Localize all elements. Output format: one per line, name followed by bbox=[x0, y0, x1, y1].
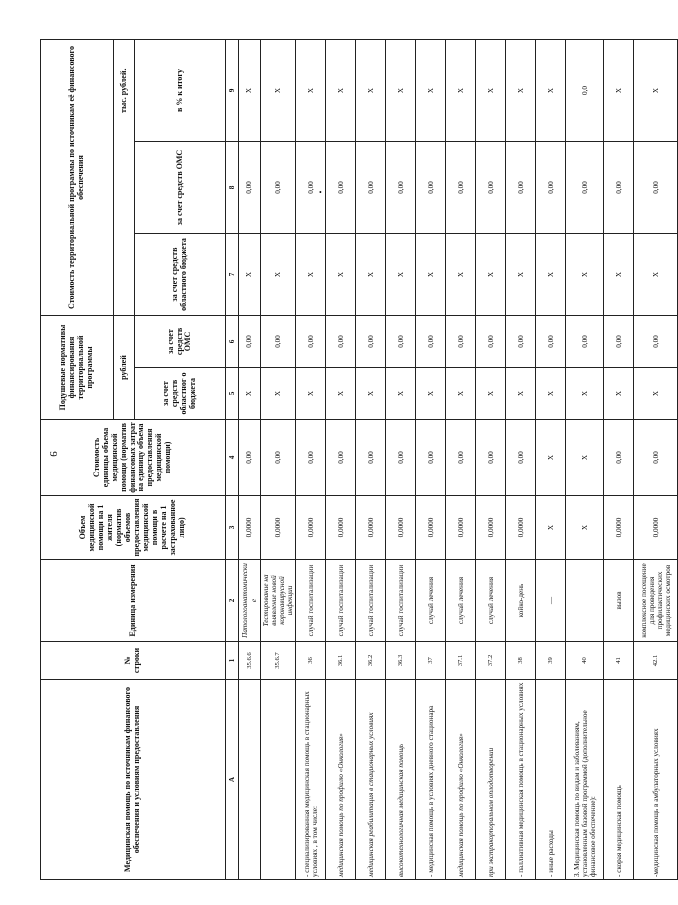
index-cell: 3 bbox=[226, 496, 239, 560]
cell-pb: X bbox=[604, 368, 634, 420]
table-row bbox=[416, 39, 446, 879]
cell-line: 36.1 bbox=[326, 642, 356, 680]
cell-name: медицинская помощь по профилю «Онкология» bbox=[446, 680, 476, 880]
cell-unit: случай госпитализации bbox=[296, 560, 326, 642]
cell-vol: 0,0000 bbox=[326, 496, 356, 560]
cell-line: 36.3 bbox=[386, 642, 416, 680]
cell-pb: X bbox=[356, 368, 386, 420]
cell-pct: X bbox=[416, 39, 446, 141]
cell-name: - иные расходы bbox=[536, 680, 566, 880]
cell-pb: X bbox=[261, 368, 296, 420]
cell-cost: 0,00 bbox=[239, 420, 261, 496]
cell-unit: случай госпитализации bbox=[356, 560, 386, 642]
cell-name: 3. Медицинская помощь по видам и заболеваниям, установленным базовой программой (дополнительное финансовое обеспечение): bbox=[566, 680, 604, 880]
cell-po: 0,00 bbox=[261, 316, 296, 368]
header-percapita-unit: рублей bbox=[114, 316, 135, 420]
cell-cost: 0,00 bbox=[296, 420, 326, 496]
index-cell: 2 bbox=[226, 560, 239, 642]
financing-table bbox=[40, 39, 678, 880]
index-cell: 7 bbox=[226, 234, 239, 316]
header-line: № строки bbox=[41, 642, 226, 680]
cell-name bbox=[239, 680, 261, 880]
header-name: Медицинская помощь по источникам финансового обеспечения и условиям предоставления bbox=[41, 680, 226, 880]
cell-tb: X bbox=[386, 234, 416, 316]
header-sub-budget: за счет средств областног о бюджета bbox=[135, 368, 226, 420]
cell-unit bbox=[566, 560, 604, 642]
cell-unit: Патологоанатомические bbox=[239, 560, 261, 642]
cell-cost: 0,00 bbox=[416, 420, 446, 496]
cell-name bbox=[261, 680, 296, 880]
cell-name: медицинская реабилитация в стационарных условиях bbox=[356, 680, 386, 880]
cell-name: медицинская помощь по профилю «Онкология» bbox=[326, 680, 356, 880]
cell-pct: X bbox=[239, 39, 261, 141]
cell-tb: X bbox=[296, 234, 326, 316]
cell-pb: X bbox=[296, 368, 326, 420]
cell-pct: X bbox=[634, 39, 678, 141]
cell-cost: 0,00 bbox=[326, 420, 356, 496]
cell-unit: вызов bbox=[604, 560, 634, 642]
header-percapita: Подушевые нормативы финансирования территориальной программы bbox=[41, 316, 114, 420]
cell-tb: X bbox=[261, 234, 296, 316]
cell-tb: X bbox=[326, 234, 356, 316]
cell-to: 0,00 bbox=[506, 142, 536, 234]
cell-po: 0,00 bbox=[566, 316, 604, 368]
header-sub-oms2: за счет средств ОМС bbox=[135, 142, 226, 234]
cell-tb: X bbox=[634, 234, 678, 316]
cell-name: - скорая медицинская помощь bbox=[604, 680, 634, 880]
scan-dot: • bbox=[319, 188, 322, 197]
table-row bbox=[261, 39, 296, 879]
cell-line: 41 bbox=[604, 642, 634, 680]
cell-vol: 0,0000 bbox=[356, 496, 386, 560]
cell-vol: X bbox=[566, 496, 604, 560]
index-cell: 8 bbox=[226, 142, 239, 234]
cell-unit: случай лечения bbox=[416, 560, 446, 642]
cell-po: 0,00 bbox=[416, 316, 446, 368]
cell-unit: Тестирование на выявление новой коронавирусной инфекции bbox=[261, 560, 296, 642]
cell-pct: X bbox=[296, 39, 326, 141]
cell-to: 0,00 bbox=[566, 142, 604, 234]
cell-po: 0,00 bbox=[239, 316, 261, 368]
cell-pb: X bbox=[476, 368, 506, 420]
cell-to: 0,00 bbox=[536, 142, 566, 234]
cell-to: 0,00 bbox=[446, 142, 476, 234]
cell-pb: X bbox=[536, 368, 566, 420]
cell-cost: 0,00 bbox=[386, 420, 416, 496]
cell-to: 0,00 bbox=[239, 142, 261, 234]
cell-pct: X bbox=[356, 39, 386, 141]
header-unit: Единица измерения bbox=[41, 560, 226, 642]
cell-pb: X bbox=[566, 368, 604, 420]
header-total-unit: тыс. рублей. bbox=[114, 39, 135, 141]
cell-name: - паллиативная медицинская помощь в стационарных условиях bbox=[506, 680, 536, 880]
cell-to: 0,00 bbox=[604, 142, 634, 234]
cell-unit: комплексное посещение для проведения профилактических медицинских осмотров bbox=[634, 560, 678, 642]
table-row bbox=[239, 39, 261, 879]
cell-po: 0,00 bbox=[446, 316, 476, 368]
table-row bbox=[506, 39, 536, 879]
header-total-spacer bbox=[114, 142, 135, 316]
cell-pct: 0,0 bbox=[566, 39, 604, 141]
cell-po: 0,00 bbox=[506, 316, 536, 368]
cell-vol: X bbox=[536, 496, 566, 560]
cell-tb: X bbox=[446, 234, 476, 316]
index-cell: А bbox=[226, 680, 239, 880]
cell-cost: 0,00 bbox=[604, 420, 634, 496]
cell-vol: 0,0000 bbox=[476, 496, 506, 560]
cell-pct: X bbox=[536, 39, 566, 141]
cell-line: 36.2 bbox=[356, 642, 386, 680]
cell-tb: X bbox=[416, 234, 446, 316]
rotated-table-container bbox=[40, 40, 672, 880]
cell-tb: X bbox=[566, 234, 604, 316]
cell-line: 39 bbox=[536, 642, 566, 680]
cell-pb: X bbox=[239, 368, 261, 420]
cell-pb: X bbox=[446, 368, 476, 420]
cell-tb: X bbox=[239, 234, 261, 316]
cell-line: 37.1 bbox=[446, 642, 476, 680]
cell-pb: X bbox=[416, 368, 446, 420]
cell-po: 0,00 bbox=[634, 316, 678, 368]
table-row bbox=[296, 39, 326, 879]
table-row bbox=[386, 39, 416, 879]
cell-pct: X bbox=[604, 39, 634, 141]
cell-po: 0,00 bbox=[356, 316, 386, 368]
table-body bbox=[239, 39, 678, 879]
cell-vol: 0,0000 bbox=[604, 496, 634, 560]
cell-to: 0,00 bbox=[476, 142, 506, 234]
cell-pct: X bbox=[386, 39, 416, 141]
cell-po: 0,00 bbox=[604, 316, 634, 368]
cell-vol: 0,0000 bbox=[239, 496, 261, 560]
cell-vol: 0,0000 bbox=[386, 496, 416, 560]
index-cell: 1 bbox=[226, 642, 239, 680]
cell-to: 0,00 bbox=[356, 142, 386, 234]
cell-pct: X bbox=[261, 39, 296, 141]
cell-name: - специализированная медицинская помощь в стационарных условиях , в том числе: bbox=[296, 680, 326, 880]
cell-unit: случай лечения bbox=[446, 560, 476, 642]
cell-tb: X bbox=[536, 234, 566, 316]
cell-name: при экстракорпоральном оплодотворении bbox=[476, 680, 506, 880]
table-row bbox=[476, 39, 506, 879]
cell-pb: X bbox=[386, 368, 416, 420]
cell-line: 35.6.6 bbox=[239, 642, 261, 680]
table-row bbox=[326, 39, 356, 879]
table-row bbox=[566, 39, 604, 879]
cell-tb: X bbox=[476, 234, 506, 316]
cell-pb: X bbox=[634, 368, 678, 420]
cell-to: 0,00 bbox=[326, 142, 356, 234]
cell-line: 38 bbox=[506, 642, 536, 680]
cell-tb: X bbox=[604, 234, 634, 316]
table-row bbox=[356, 39, 386, 879]
cell-vol: 0,0000 bbox=[296, 496, 326, 560]
cell-vol: 0,0000 bbox=[634, 496, 678, 560]
cell-line: 35.6.7 bbox=[261, 642, 296, 680]
table-row bbox=[604, 39, 634, 879]
index-cell: 4 bbox=[226, 420, 239, 496]
index-cell: 6 bbox=[226, 316, 239, 368]
table-row bbox=[446, 39, 476, 879]
cell-po: 0,00 bbox=[536, 316, 566, 368]
cell-cost: 0,00 bbox=[476, 420, 506, 496]
cell-line: 37.2 bbox=[476, 642, 506, 680]
cell-name: -медицинская помощь в амбулаторных условиях bbox=[634, 680, 678, 880]
cell-to: 0,00 bbox=[386, 142, 416, 234]
cell-vol: 0,0000 bbox=[446, 496, 476, 560]
cell-pb: X bbox=[326, 368, 356, 420]
cell-tb: X bbox=[356, 234, 386, 316]
cell-pb: X bbox=[506, 368, 536, 420]
index-cell: 9 bbox=[226, 39, 239, 141]
cell-unit: — bbox=[536, 560, 566, 642]
cell-to: 0,00 bbox=[634, 142, 678, 234]
cell-pct: X bbox=[506, 39, 536, 141]
cell-cost: 0,00 bbox=[634, 420, 678, 496]
cell-line: 37 bbox=[416, 642, 446, 680]
cell-cost: X bbox=[566, 420, 604, 496]
cell-to: 0,00 bbox=[416, 142, 446, 234]
cell-po: 0,00 bbox=[326, 316, 356, 368]
cell-cost: 0,00 bbox=[446, 420, 476, 496]
cell-po: 0,00 bbox=[296, 316, 326, 368]
cell-line: 42.1 bbox=[634, 642, 678, 680]
cell-cost: 0,00 bbox=[261, 420, 296, 496]
cell-vol: 0,0000 bbox=[416, 496, 446, 560]
header-sub-oms: за счет средств ОМС bbox=[135, 316, 226, 368]
header-total: Стоимость территориальной программы по источникам её финансового обеспечения bbox=[41, 39, 114, 315]
cell-to: 0,00 bbox=[296, 142, 326, 234]
table-row bbox=[634, 39, 678, 879]
cell-po: 0,00 bbox=[386, 316, 416, 368]
table-row bbox=[536, 39, 566, 879]
cell-name: - медицинская помощь в условиях дневного стационара bbox=[416, 680, 446, 880]
header-sub-budget2: за счет средств областного бюджета bbox=[135, 234, 226, 316]
header-volume: Объем медицинской помощи на 1 жителя (норматив объемов предоставления медицинской помощи в расчете на 1 застрахованное лицо) bbox=[41, 496, 226, 560]
header-cost: Стоимость единицы объема медицинской помощи (норматив финансовых затрат на единицу объема предоставления медицинской помощи) bbox=[41, 420, 226, 496]
cell-line: 36 bbox=[296, 642, 326, 680]
cell-tb: X bbox=[506, 234, 536, 316]
index-cell: 5 bbox=[226, 368, 239, 420]
cell-vol: 0,0000 bbox=[506, 496, 536, 560]
cell-unit: случай лечения bbox=[476, 560, 506, 642]
cell-to: 0,00 bbox=[261, 142, 296, 234]
page-number: 9 bbox=[46, 451, 59, 457]
cell-unit: койко-день bbox=[506, 560, 536, 642]
cell-pct: X bbox=[476, 39, 506, 141]
cell-line: 40 bbox=[566, 642, 604, 680]
cell-pct: X bbox=[326, 39, 356, 141]
cell-vol: 0,0000 bbox=[261, 496, 296, 560]
cell-unit: случай госпитализации bbox=[386, 560, 416, 642]
cell-cost: 0,00 bbox=[356, 420, 386, 496]
cell-cost: X bbox=[536, 420, 566, 496]
cell-po: 0,00 bbox=[476, 316, 506, 368]
cell-unit: случай госпитализации bbox=[326, 560, 356, 642]
cell-name: высокотехнологичная медицинская помощь bbox=[386, 680, 416, 880]
header-sub-pct: в % к итогу bbox=[135, 39, 226, 141]
cell-pct: X bbox=[446, 39, 476, 141]
cell-cost: 0,00 bbox=[506, 420, 536, 496]
